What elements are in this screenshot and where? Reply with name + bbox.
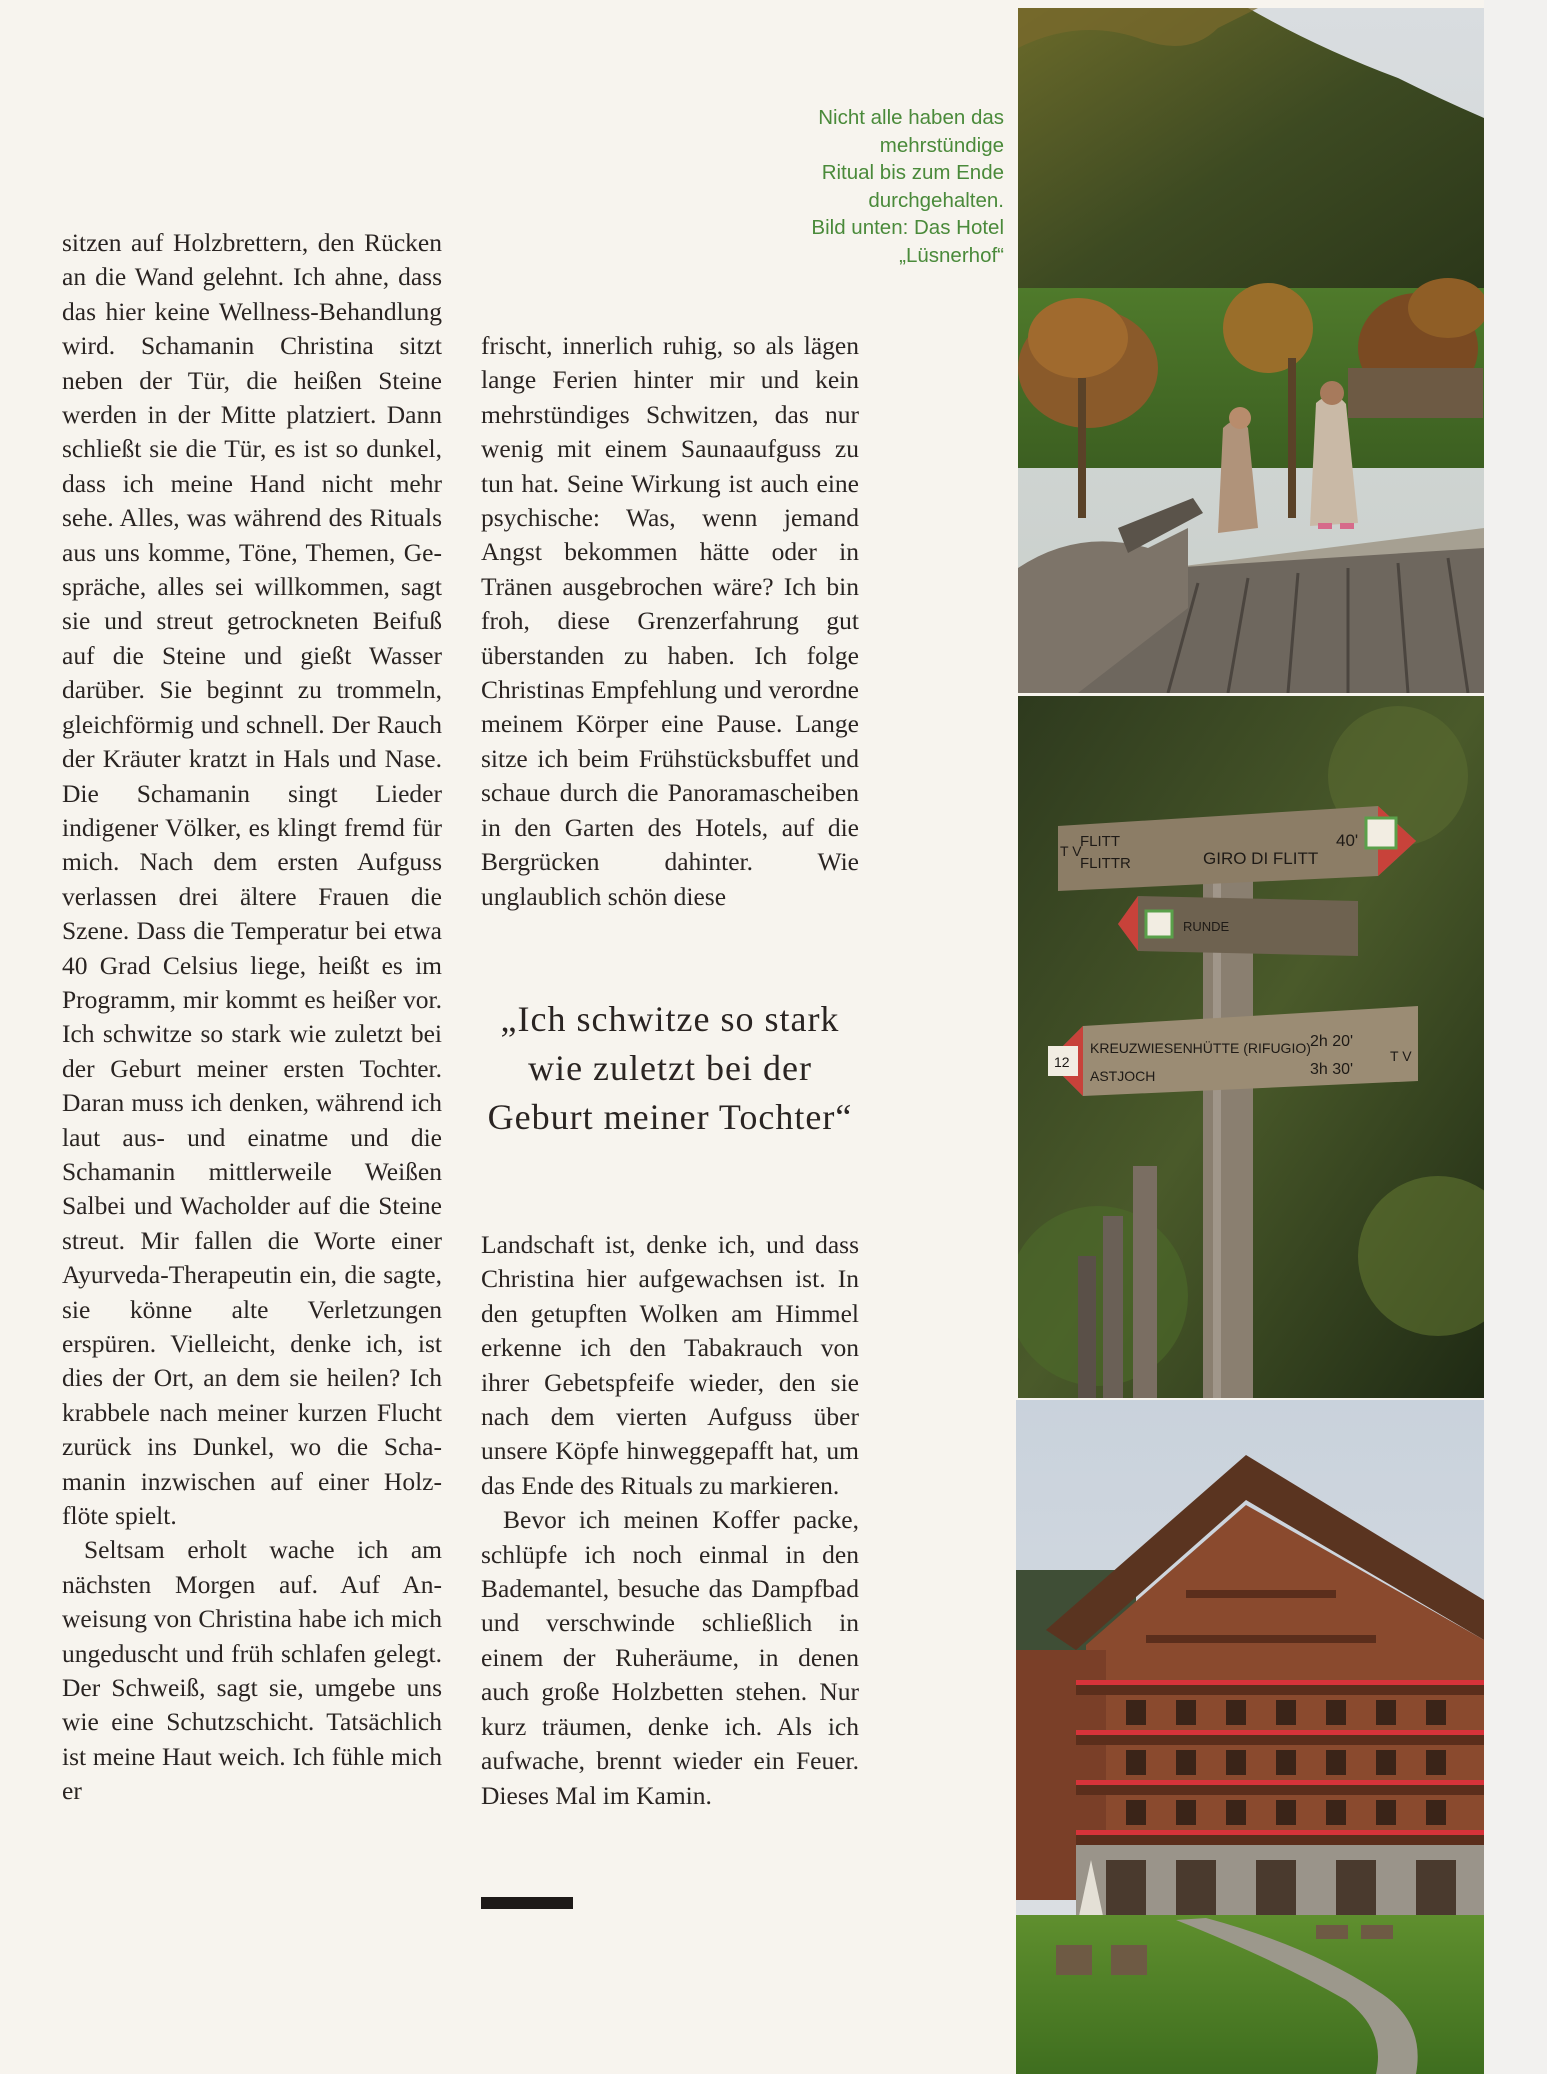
pull-quote: „Ich schwitze so stark wie zuletzt bei der Geburt meiner Tochter“ xyxy=(487,999,853,1137)
sign-label: 40' xyxy=(1336,831,1359,850)
sign-label: T V xyxy=(1390,1048,1412,1064)
body-paragraph: Seltsam erholt wache ich am nächsten Morgen auf. Auf Anweisung von Christina habe ich mich ungeduscht und früh schlafen gelegt. Der Schweiß, sagt sie, umgebe uns wie eine Schutzschicht. Tatsächlich ist meine Haut weich. Ich fühle mich er xyxy=(62,1535,442,1806)
sign-label: FLITTR xyxy=(1080,855,1131,872)
caption-line: Nicht alle haben das xyxy=(818,106,1004,129)
sign-label: 3h 30' xyxy=(1310,1061,1354,1078)
end-mark xyxy=(481,1897,573,1909)
sign-label: FLITT xyxy=(1080,833,1120,850)
article-column-1 xyxy=(62,226,442,1809)
sign-number: 12 xyxy=(1054,1054,1070,1070)
sign-label: 2h 20' xyxy=(1310,1033,1354,1050)
sign-label: T V xyxy=(1060,843,1082,859)
article-column-2-top xyxy=(481,329,859,914)
article-column-2-bottom xyxy=(481,1228,859,1813)
caption-line: durchgehalten. xyxy=(868,188,1004,212)
caption-line: „Lüsnerhof“ xyxy=(899,243,1004,267)
sign-label: RUNDE xyxy=(1183,919,1230,934)
caption-line: Ritual bis zum Ende xyxy=(821,161,1004,184)
photo-trail-signposts xyxy=(1018,696,1484,1398)
caption-line: mehrstündige xyxy=(879,133,1004,157)
body-paragraph: frischt, innerlich ruhig, so als lägen lange Ferien hinter mir und kein mehrstündiges Schwitzen, das nur wenig mit einem Saunaaufguss zu tun hat. Seine Wirkung ist auch eine psychische: Was, wenn jemand Angst bekommen hätte oder in Tränen ausgebrochen wäre? Ich bin froh, diese Grenzerfahrung gut überstanden zu haben. Ich folge Christinas Empfehlung und verordne meinem Körper eine Pause. Lange sitze ich beim Frühstücksbuffet und schaue durch die Panoramascheiben in den Garten des Hotels, auf die Bergrücken dahinter. Wie unglaublich schön diese xyxy=(481,331,859,911)
bleed-through-text xyxy=(460,180,483,274)
sign-label: GIRO DI FLITT xyxy=(1203,849,1319,868)
next-page-edge xyxy=(1484,0,1547,2074)
photo-garden-walkers xyxy=(1018,8,1484,693)
sign-label: KREUZWIESENHÜTTE (RIFUGIO) xyxy=(1090,1040,1311,1056)
body-paragraph: sitzen auf Holzbrettern, den Rücken an die Wand gelehnt. Ich ahne, dass das hier keine Wellness-Behandlung wird. Schamanin Christina sitzt neben der Tür, die heißen Steine werden in der Mitte platziert. Dann schließt sie die Tür, es ist so dunkel, dass ich meine Hand nicht mehr sehe. Alles, was während des Rituals aus uns komme, Töne, Themen, Gespräche, alles sei willkommen, sagt sie und streut getrockneten Beifuß auf die Steine und gießt Wasser darüber. Sie beginnt zu trommeln, gleichförmig und schnell. Der Rauch der Kräuter kratzt in Hals und Nase. Die Schamanin singt Lieder indigener Völker, es klingt fremd für mich. Nach dem ersten Aufguss verlassen drei ältere Frauen die Szene. Dass die Temperatur bei etwa 40 Grad Celsius liege, heißt es im Programm, mir kommt es heißer vor. Ich schwitze so stark wie zuletzt bei der Geburt meiner ersten Tochter. Daran muss ich denken, während ich laut aus- und einatme und die Schamanin mittlerweile Weißen Salbei und Wacholder auf die Steine streut. Mir fallen die Worte einer Ayurveda-Therapeutin ein, die sagte, sie könne alte Verletzungen erspüren. Vielleicht, denke ich, ist dies der Ort, an dem sie heilen? Ich krabbele nach meiner kurzen Flucht zurück ins Dunkel, wo die Schamanin inzwischen auf einer Holzflöte spielt. xyxy=(62,228,442,1531)
photo-caption xyxy=(720,104,1004,269)
photo-hotel-luesnerhof xyxy=(1016,1400,1484,2074)
sign-label: ASTJOCH xyxy=(1090,1068,1156,1084)
caption-line: Bild unten: Das Hotel xyxy=(811,216,1004,239)
body-paragraph: Bevor ich meinen Koffer packe, schlüpfe ich noch einmal in den Bademantel, besuche das Dampfbad und verschwinde schließlich in einem der Ruheräume, in denen auch große Holzbetten stehen. Nur kurz träumen, denke ich. Als ich aufwache, brennt wieder ein Feuer. Dieses Mal im Kamin. xyxy=(481,1505,859,1810)
body-paragraph: Landschaft ist, denke ich, und dass Christina hier aufgewachsen ist. In den getupften Wolken am Himmel erkenne ich den Tabakrauch von ihrer Gebetspfeife wieder, den sie nach dem vierten Aufguss über unsere Köpfe hinweggepafft hat, um das Ende des Rituals zu markieren. xyxy=(481,1230,859,1500)
